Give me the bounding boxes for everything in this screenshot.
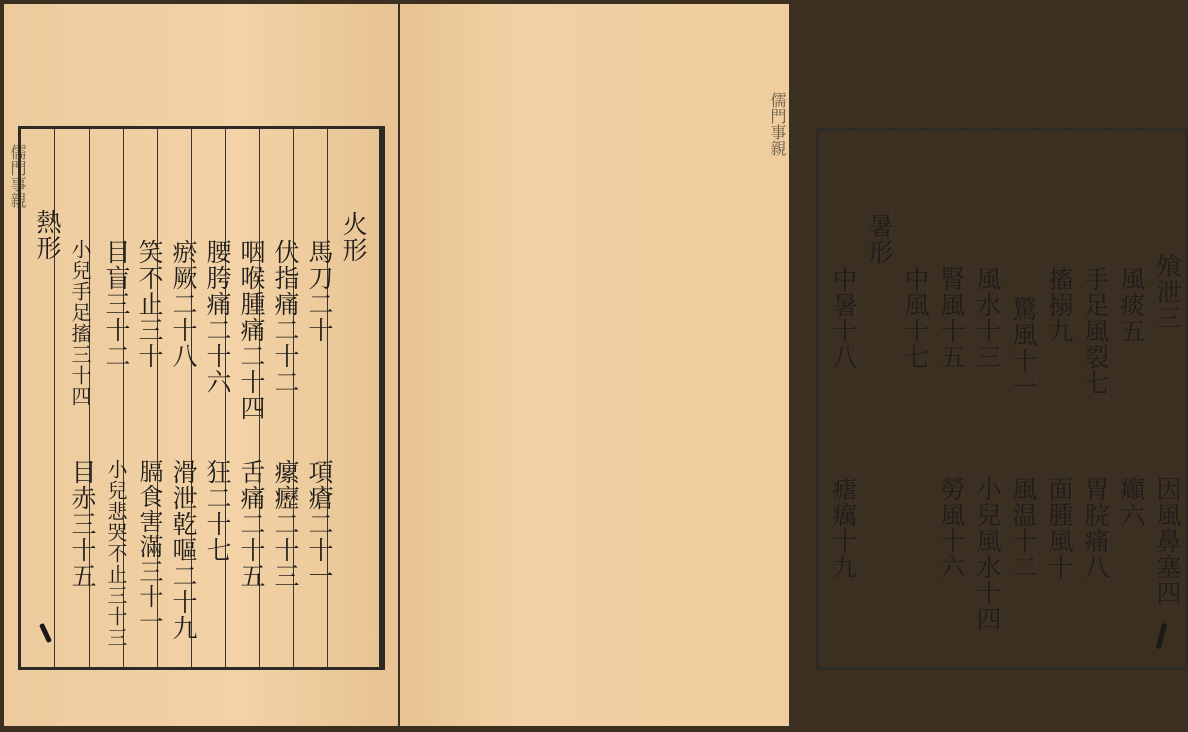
left-col-5-bottom: 狂二十七 — [203, 459, 232, 563]
right-col-7-bottom: 勞風十六 — [937, 476, 966, 580]
right-col-1-bottom: 因風鼻塞四 — [1153, 476, 1182, 606]
right-col-5-bottom: 風温十二 — [1009, 476, 1038, 580]
left-col-7-bottom: 膈食害滿三十一 — [135, 459, 163, 634]
left-col-8-top: 目盲三十二 — [102, 239, 131, 369]
left-col-7-top: 笑不止三十 — [135, 239, 164, 369]
right-margin-header: 儒門事親 — [768, 92, 787, 156]
right-col-9-top: 暑形 — [865, 213, 894, 265]
left-col-4-bottom: 舌痛二十五 — [237, 459, 266, 589]
right-col-1-top: 飧泄三 — [1153, 253, 1182, 331]
left-col-4-top: 咽喉腫痛二十四 — [237, 239, 266, 421]
left-col-2-bottom: 項瘡二十一 — [305, 459, 334, 589]
right-col-8-top: 中風十七 — [901, 266, 930, 370]
right-col-5-top: 驚風十一 — [1009, 296, 1038, 400]
left-col-9-top: 小兒手足搐三十四 — [68, 239, 92, 407]
left-text-frame — [18, 126, 385, 670]
right-text-frame — [816, 128, 1188, 670]
right-col-4-bottom: 面腫風十 — [1045, 476, 1074, 580]
left-col-6-top: 瘀厥二十八 — [169, 239, 198, 369]
ink-mark — [39, 623, 52, 643]
right-col-3-bottom: 胃脘痛八 — [1081, 476, 1110, 580]
right-page — [400, 4, 1182, 726]
left-col-8-bottom: 小兒悲哭不止三十三 — [104, 459, 128, 648]
right-col-2-top: 風痰五 — [1117, 266, 1146, 344]
right-col-6-top: 風水十三 — [973, 266, 1002, 370]
left-col-3-top: 伏指痛二十二 — [271, 239, 300, 395]
left-page — [4, 4, 398, 726]
right-col-7-top: 腎風十五 — [937, 266, 966, 370]
left-col-9-bottom: 目赤三十五 — [68, 459, 97, 589]
left-margin-header: 儒門事親 — [8, 144, 27, 208]
ink-mark — [1156, 623, 1168, 649]
right-col-3-top: 手足風裂七 — [1081, 266, 1110, 396]
left-col-6-bottom: 滑泄乾嘔二十九 — [169, 459, 198, 641]
left-col-1-top: 火形 — [339, 211, 368, 263]
right-col-2-bottom: 癲六 — [1117, 476, 1146, 528]
right-col-10-top: 中暑十八 — [829, 266, 858, 370]
right-col-4-top: 搐搦九 — [1045, 266, 1074, 344]
right-col-10-bottom: 瘧癘十九 — [829, 476, 858, 580]
left-col-2-top: 馬刀二十 — [305, 239, 334, 343]
left-col-5-top: 腰胯痛二十六 — [203, 239, 232, 395]
right-col-6-bottom: 小兒風水十四 — [973, 476, 1002, 632]
left-col-10-top: 熱形 — [33, 209, 62, 261]
left-col-3-bottom: 瘰癧二十三 — [271, 459, 300, 589]
